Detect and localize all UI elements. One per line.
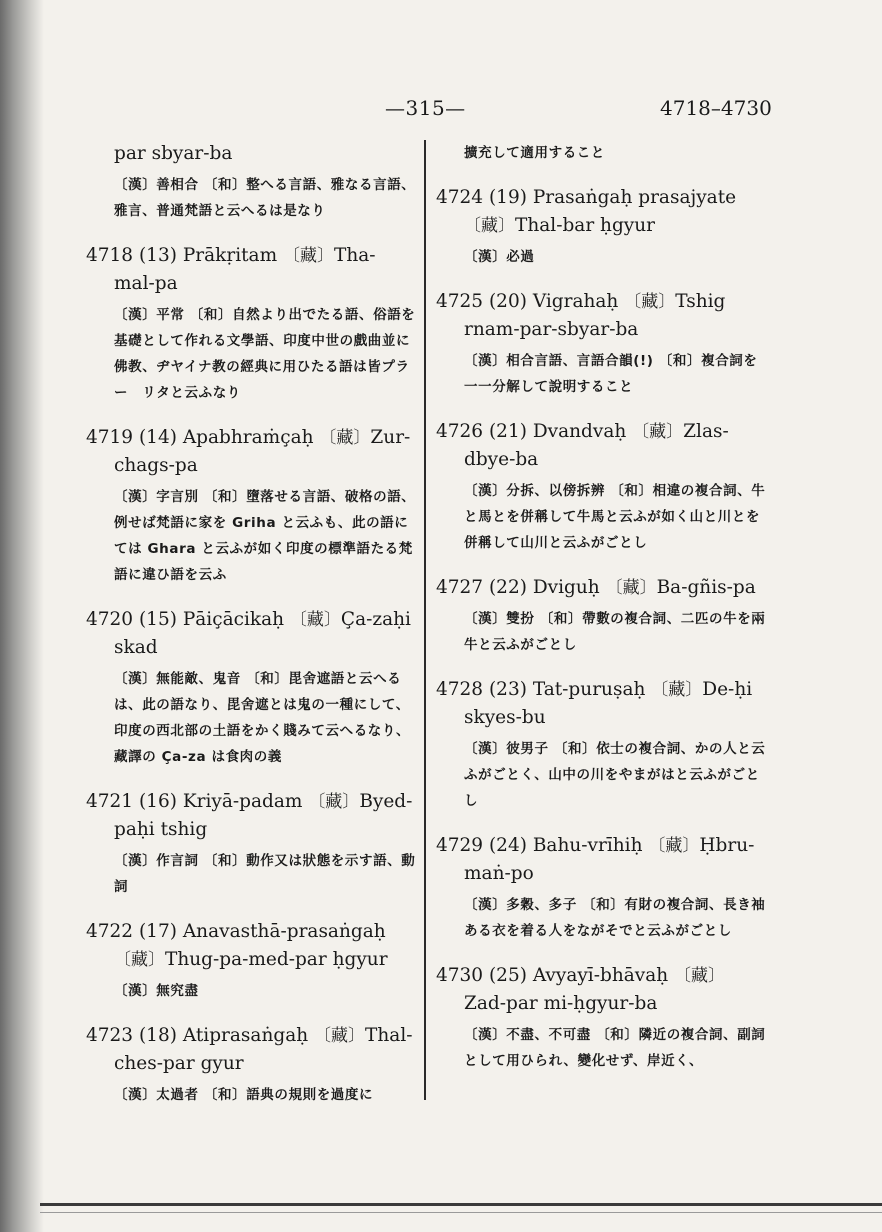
entry-definition: 擴充して適用すること	[464, 145, 605, 161]
tibetan-term: Ça-zaḥi skad	[114, 609, 411, 658]
tibetan-term: Zlas-dbye-ba	[464, 421, 729, 470]
entry-heading	[436, 418, 766, 474]
entry-term: 4727 (22) Dviguḥ	[436, 577, 606, 598]
tibetan-marker: 〔藏〕	[674, 966, 726, 986]
page-bottom-rule	[40, 1203, 882, 1206]
entry-term: 4721 (16) Kriyā-padam	[86, 791, 309, 812]
entry-term: 4719 (14) Apabhraṁçaḥ	[86, 427, 320, 448]
entry-term: 4730 (25) Avyayī-bhāvaḥ	[436, 965, 675, 986]
tibetan-marker: 〔藏〕	[624, 292, 676, 312]
entry-definition: 〔漢〕必過	[464, 249, 535, 265]
entry-4720	[86, 606, 416, 770]
entry-heading	[86, 606, 416, 662]
tibetan-marker: 〔藏〕	[605, 578, 657, 598]
tibetan-term: Ḥbru-maṅ-po	[464, 835, 755, 884]
tibetan-marker: 〔藏〕	[464, 216, 515, 236]
entry-4723	[86, 1022, 416, 1108]
tibetan-term: Thug-pa-med-par ḥgyur	[165, 949, 388, 970]
entry-continuation	[86, 140, 416, 224]
entry-4722	[86, 918, 416, 1004]
entry-definition: 〔漢〕雙扮 〔和〕帶數の複合詞、二匹の牛を兩牛と云ふがごとし	[464, 611, 766, 653]
tibetan-marker: 〔藏〕	[289, 610, 341, 630]
entry-term: 4725 (20) Vigrahaḥ	[436, 291, 625, 312]
entry-4724	[436, 184, 766, 270]
entry-definition: 〔漢〕善相合 〔和〕整へる言語、雅なる言語、雅言、普通梵語と云へるは是なり	[114, 177, 416, 219]
column-divider	[424, 140, 426, 1100]
tibetan-term: Ba-gñis-pa	[656, 577, 756, 598]
entry-heading	[436, 288, 766, 344]
entry-term: 4729 (24) Bahu-vrīhiḥ	[436, 835, 649, 856]
tibetan-marker: 〔藏〕	[319, 428, 371, 448]
entry-heading	[86, 424, 416, 480]
tibetan-marker: 〔藏〕	[648, 836, 700, 856]
entry-definition: 〔漢〕多穀、多子 〔和〕有財の複合詞、長き袖ある衣を着る人をながそでと云ふがごとし	[464, 897, 766, 939]
tibetan-term: Thal-bar ḥgyur	[515, 215, 656, 236]
entry-continuation	[436, 140, 766, 166]
entry-definition: 〔漢〕無能敵、鬼音 〔和〕毘舍遮語と云へるは、此の語なり、毘舍遮とは鬼の一種にして、印度の西北部の土語をかく賤みて云へるなり、藏譯の Ça-za は食肉の義	[114, 671, 411, 765]
entry-4729	[436, 832, 766, 944]
entry-heading	[86, 918, 416, 974]
entry-heading	[86, 788, 416, 844]
entry-definition: 〔漢〕不盡、不可盡 〔和〕隣近の複合詞、副詞として用ひられ、變化せず、岸近く、	[464, 1027, 766, 1069]
book-spine-shadow	[0, 0, 44, 1232]
entry-4727	[436, 574, 766, 658]
tibetan-marker: 〔藏〕	[114, 950, 165, 970]
tibetan-marker: 〔藏〕	[308, 792, 360, 812]
entry-4718	[86, 242, 416, 406]
entry-4721	[86, 788, 416, 900]
entry-definition: 〔漢〕作言詞 〔和〕動作又は狀態を示す語、動詞	[114, 853, 416, 895]
entry-definition: 〔漢〕彼男子 〔和〕依士の複合詞、かの人と云ふがごとく、山中の川をやまがはと云ふがごとし	[464, 741, 766, 809]
right-column	[436, 140, 766, 1092]
entry-definition: 〔漢〕太過者 〔和〕語典の規則を過度に	[114, 1087, 374, 1103]
entry-heading	[436, 574, 766, 602]
entry-term: 4724 (19) Prasaṅgaḥ prasajyate	[436, 187, 737, 208]
entry-term: 4723 (18) Atiprasaṅgaḥ	[86, 1025, 315, 1046]
entry-term: 4722 (17) Anavasthā-prasaṅgaḥ	[86, 921, 386, 942]
entry-term: 4726 (21) Dvandvaḥ	[436, 421, 633, 442]
entry-4726	[436, 418, 766, 556]
entry-continued-heading: par sbyar-ba	[114, 143, 233, 164]
entry-heading	[436, 676, 766, 732]
tibetan-term: Byed-paḥi tshig	[114, 791, 413, 840]
tibetan-marker: 〔藏〕	[314, 1026, 366, 1046]
tibetan-term: Tha-mal-pa	[114, 245, 376, 294]
entry-definition: 〔漢〕字言別 〔和〕墮落せる言語、破格の語、例せば梵語に家を Griha と云ふも、此の語にては Ghara と云ふが如く印度の標準語たる梵語に違ひ語を云ふ	[114, 489, 416, 583]
entry-definition: 〔漢〕相合言語、言語合韻(!) 〔和〕複合詞を一一分解して說明すること	[464, 353, 758, 395]
entry-term: 4728 (23) Tat-puruṣaḥ	[436, 679, 652, 700]
entry-heading	[86, 1022, 416, 1078]
tibetan-marker: 〔藏〕	[651, 680, 703, 700]
page-number: —315—	[385, 96, 466, 120]
tibetan-term: Tshig rnam-par-sbyar-ba	[464, 291, 726, 340]
tibetan-marker: 〔藏〕	[632, 422, 684, 442]
entry-4719	[86, 424, 416, 588]
entry-4725	[436, 288, 766, 400]
entry-definition: 〔漢〕平常 〔和〕自然より出でたる語、俗語を基礎として作れる文學語、印度中世の戲曲並に佛教、ヂヤイナ教の經典に用ひたる語は皆プラー リタと云ふなり	[114, 307, 416, 401]
entry-heading	[86, 242, 416, 298]
left-column	[86, 140, 416, 1126]
tibetan-term: Zad-par mi-ḥgyur-ba	[464, 993, 658, 1014]
entry-term: 4718 (13) Prākṛitam	[86, 245, 283, 266]
tibetan-term: Thal-ches-par gyur	[114, 1025, 413, 1074]
entry-4728	[436, 676, 766, 814]
tibetan-term: Zur-chags-pa	[114, 427, 411, 476]
entry-heading	[436, 832, 766, 888]
page-bottom-rule-thin	[40, 1212, 882, 1213]
tibetan-term: De-ḥi skyes-bu	[464, 679, 753, 728]
tibetan-marker: 〔藏〕	[283, 246, 334, 266]
entry-4730	[436, 962, 766, 1074]
entry-term: 4720 (15) Pāiçācikaḥ	[86, 609, 290, 630]
entry-heading	[436, 184, 766, 240]
entry-definition: 〔漢〕分拆、以傍拆辨 〔和〕相違の複合詞、牛と馬とを併稱して牛馬と云ふが如く山と川とを併稱して山川と云ふがごとし	[464, 483, 766, 551]
entry-definition: 〔漢〕無究盡	[114, 983, 199, 999]
entry-heading	[436, 962, 766, 1018]
entry-range: 4718–4730	[660, 96, 772, 120]
